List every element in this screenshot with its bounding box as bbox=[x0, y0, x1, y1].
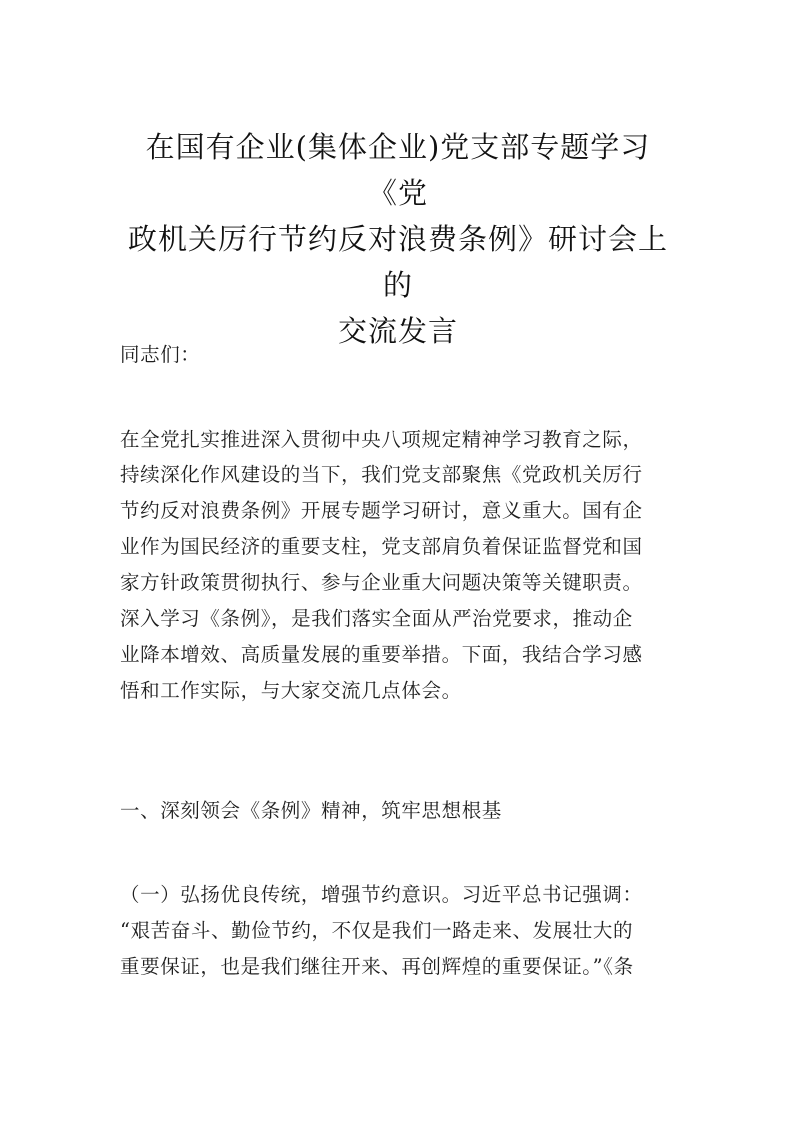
salutation: 同志们： bbox=[120, 343, 201, 366]
intro-line: 在全党扎实推进深入贯彻中央八项规定精神学习教育之际， bbox=[120, 428, 643, 451]
title-line-2: 政机关厉行节约反对浪费条例》研讨会上的 bbox=[127, 222, 668, 302]
paragraph-line: “艰苦奋斗、勤俭节约，不仅是我们一路走来、发展壮大的 bbox=[120, 919, 634, 942]
intro-line: 悟和工作实际，与大家交流几点体会。 bbox=[120, 679, 462, 702]
paragraph-line: 重要保证，也是我们继往开来、再创辉煌的重要保证。”《条 bbox=[120, 955, 634, 978]
section-heading: 一、深刻领会《条例》精神，筑牢思想根基 bbox=[120, 799, 502, 822]
document-title bbox=[118, 124, 678, 354]
intro-line: 深入学习《条例》，是我们落实全面从严治党要求，推动企 bbox=[120, 607, 633, 630]
intro-line: 业降本增效、高质量发展的重要举措。下面，我结合学习感 bbox=[120, 643, 643, 666]
intro-line: 持续深化作风建设的当下，我们党支部聚焦《党政机关厉行 bbox=[120, 463, 643, 486]
intro-line: 业作为国民经济的重要支柱，党支部肩负着保证监督党和国 bbox=[120, 535, 643, 558]
paragraph-line: （一）弘扬优良传统，增强节约意识。习近平总书记强调： bbox=[120, 883, 643, 906]
intro-line: 家方针政策贯彻执行、参与企业重大问题决策等关键职责。 bbox=[120, 571, 643, 594]
intro-line: 节约反对浪费条例》开展专题学习研讨，意义重大。国有企 bbox=[120, 499, 643, 522]
title-line-3: 交流发言 bbox=[337, 314, 458, 348]
title-line-1: 在国有企业(集体企业)党支部专题学习《党 bbox=[145, 130, 651, 210]
